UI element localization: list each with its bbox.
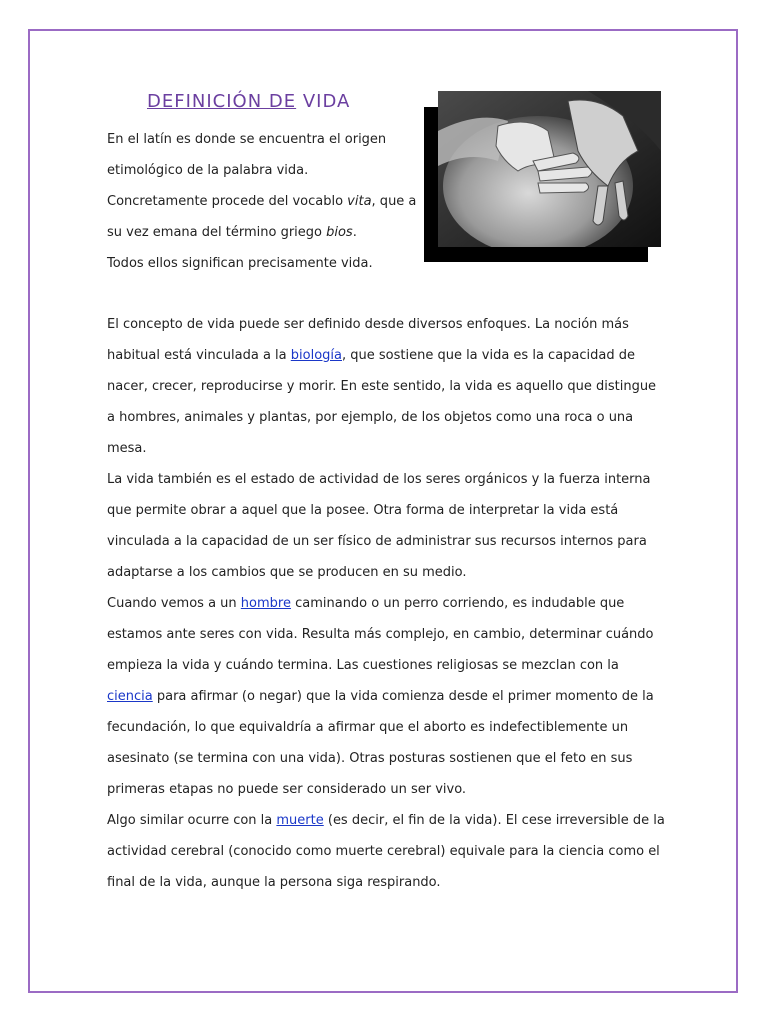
intro-text: . <box>352 225 357 240</box>
intro-block <box>107 124 417 279</box>
paragraph-text: caminando o un perro corriendo, es indudable que estamos ante seres con vida. Resulta más complejo, en cambio, determinar cuándo empieza la vida y cuándo termina. Las cuestiones religiosas se mezclan con la <box>107 596 654 673</box>
title-part-underlined: DEFINICIÓN DE <box>147 91 297 112</box>
intro-line-2 <box>107 186 417 248</box>
intro-emphasis-vita: vita <box>347 194 372 209</box>
paragraph-text: para afirmar (o negar) que la vida comienza desde el primer momento de la fecundación, lo que equivaldría a afirmar que el aborto es indefectiblemente un asesinato (se termina con una vida). Otras posturas sostienen que el feto en sus primeras etapas no puede ser considerado un ser vivo. <box>107 689 654 797</box>
link-hombre[interactable]: hombre <box>240 596 291 611</box>
paragraph-4 <box>107 805 667 898</box>
link-ciencia[interactable]: ciencia <box>107 689 153 704</box>
intro-text: , que a su vez emana del término griego <box>107 194 417 240</box>
paragraph-text: , que sostiene que la vida es la capacidad de nacer, crecer, reproducirse y morir. En este sentido, la vida es aquello que distingue a hombres, animales y plantas, por ejemplo, de los objetos como una roca o una mesa. <box>107 348 657 456</box>
paragraph-2: La vida también es el estado de actividad de los seres orgánicos y la fuerza interna que permite obrar a aquel que la posee. Otra forma de interpretar la vida está vinculada a la capacidad de un ser físico de administrar sus recursos internos para adaptarse a los cambios que se producen en su medio. <box>107 472 651 580</box>
intro-line-3: Todos ellos significan precisamente vida. <box>107 256 373 271</box>
paragraph-text: El concepto de vida puede ser definido desde diversos enfoques. La noción más habitual está vinculada a la <box>107 317 629 363</box>
pregnant-belly-hands-icon <box>438 91 661 247</box>
link-biologia[interactable]: biología <box>290 348 342 363</box>
paragraph-text: Algo similar ocurre con la <box>107 813 277 828</box>
link-muerte[interactable]: muerte <box>276 813 324 828</box>
page-title <box>147 91 350 112</box>
paragraph-text: Cuando vemos a un <box>107 596 241 611</box>
intro-line-1: En el latín es donde se encuentra el origen etimológico de la palabra vida. <box>107 132 387 178</box>
paragraph-text: (es decir, el fin de la vida). El cese irreversible de la actividad cerebral (conocido como muerte cerebral) equivale para la ciencia como el final de la vida, aunque la persona siga respirando. <box>107 813 665 890</box>
paragraph-3 <box>107 588 667 805</box>
title-part-plain: VIDA <box>296 91 351 112</box>
paragraph-1 <box>107 309 667 464</box>
intro-emphasis-bios: bios <box>326 225 353 240</box>
body-text <box>107 309 667 898</box>
intro-text: Concretamente procede del vocablo <box>107 194 348 209</box>
pregnant-belly-photo <box>438 91 661 247</box>
